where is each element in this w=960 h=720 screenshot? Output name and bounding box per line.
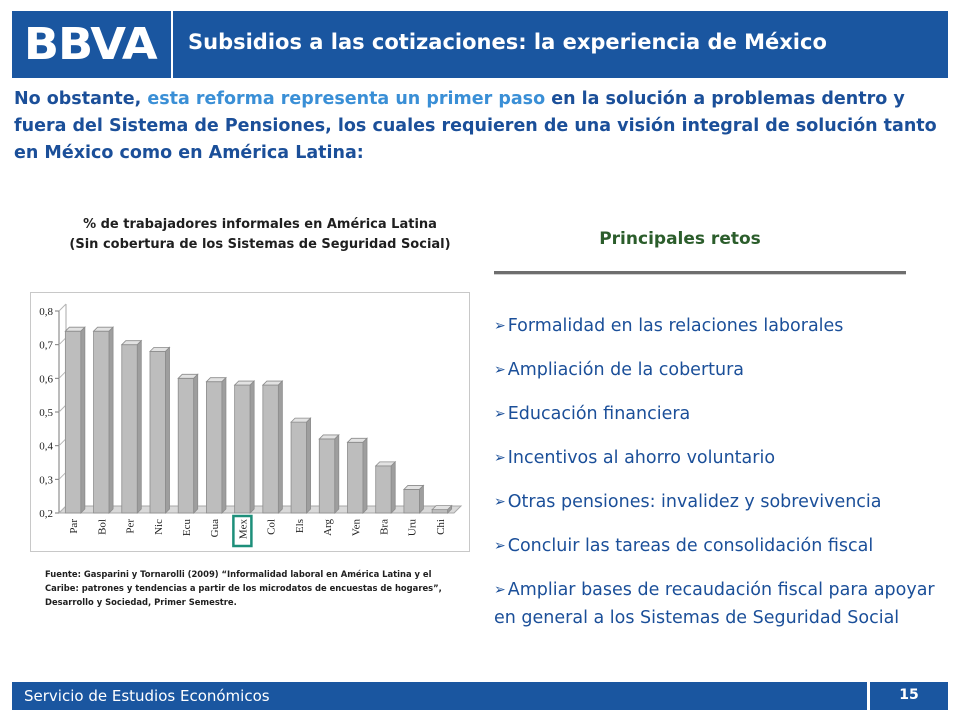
y-tick-label: 0,2 <box>39 508 53 520</box>
reto-text: Otras pensiones: invalidez y sobrevivencia <box>507 492 882 512</box>
chart-floor <box>59 506 461 513</box>
chart-title <box>40 215 480 255</box>
reto-text: Educación financiera <box>507 404 691 424</box>
bar-side <box>166 347 170 513</box>
retos-divider <box>494 271 906 275</box>
y-tick-label: 0,7 <box>39 339 53 352</box>
arrow-bullet-icon: ➢ <box>494 582 506 598</box>
bar <box>404 489 420 513</box>
footer-bar <box>12 682 867 710</box>
bar-side <box>363 438 367 513</box>
intro-text-end: en la solución a problemas dentro y fuera del Sistema de Pensiones, los cuales requieren de una visión integral de solución tanto en México como en América Latina: <box>14 89 937 163</box>
bar <box>263 385 279 513</box>
bar <box>178 378 194 513</box>
reto-text: Concluir las tareas de consolidación fiscal <box>507 536 874 556</box>
bar-side <box>278 381 282 513</box>
x-tick-label: Bol <box>96 519 109 535</box>
reto-item <box>494 489 956 517</box>
bar-side <box>391 462 395 513</box>
bar <box>235 385 251 513</box>
reto-item <box>494 533 956 561</box>
bar-side <box>222 378 226 513</box>
bar-side <box>137 341 141 513</box>
intro-paragraph <box>14 86 944 167</box>
reto-text: Formalidad en las relaciones laborales <box>507 316 844 336</box>
arrow-bullet-icon: ➢ <box>494 494 506 510</box>
arrow-bullet-icon: ➢ <box>494 450 506 466</box>
slide-title: Subsidios a las cotizaciones: la experiencia de México <box>188 30 827 54</box>
bbva-logo <box>12 11 169 78</box>
bar <box>291 422 307 513</box>
x-tick-label: Par <box>68 519 81 534</box>
arrow-bullet-icon: ➢ <box>494 318 506 334</box>
reto-text: Ampliación de la cobertura <box>507 360 745 380</box>
x-tick-label: Col <box>265 519 278 535</box>
bar <box>432 510 448 513</box>
bar <box>376 466 392 513</box>
footer-text: Servicio de Estudios Económicos <box>24 687 270 705</box>
header-bar <box>12 11 948 78</box>
reto-item <box>494 313 956 341</box>
y-tick-label: 0,8 <box>39 306 53 318</box>
bar-side <box>194 374 198 513</box>
y-tick-label: 0,3 <box>39 474 53 487</box>
logo-text: BBVA <box>24 19 157 70</box>
bar-side <box>419 485 423 513</box>
y-tick-label: 0,5 <box>39 407 53 419</box>
reto-text: Incentivos al ahorro voluntario <box>507 448 776 468</box>
retos-list <box>494 313 956 632</box>
x-tick-label: Gua <box>209 519 222 538</box>
chart-title-line1: % de trabajadores informales en América Latina <box>83 217 437 232</box>
chart-title-line2: (Sin cobertura de los Sistemas de Seguridad Social) <box>69 237 451 252</box>
bar-side <box>250 381 254 513</box>
header-divider <box>171 11 173 78</box>
bar <box>319 439 335 513</box>
chart-frame <box>30 292 470 552</box>
bar-side <box>335 435 339 513</box>
page-number: 15 <box>899 687 919 703</box>
source-note: Fuente: Gasparini y Tornarolli (2009) “Informalidad laboral en América Latina y el Caribe: patrones y tendencias a partir de los microdatos de encuestas de hogares”, Desarrollo y Sociedad, Primer Semestre. <box>45 569 442 607</box>
bar <box>347 442 363 513</box>
y-tick-label: 0,4 <box>39 440 53 453</box>
intro-highlight: esta reforma representa un primer paso <box>147 89 546 109</box>
bar-side <box>109 327 113 513</box>
bar <box>206 382 222 513</box>
reto-text: Ampliar bases de recaudación fiscal para apoyar en general a los Sistemas de Seguridad Social <box>494 580 935 628</box>
reto-item <box>494 445 956 473</box>
bar <box>65 331 81 513</box>
reto-item <box>494 401 956 429</box>
bar <box>150 351 166 513</box>
arrow-bullet-icon: ➢ <box>494 362 506 378</box>
x-tick-label: Els <box>293 519 306 534</box>
bar-chart <box>31 293 469 551</box>
x-tick-label: Chi <box>434 519 447 535</box>
x-tick-label: Per <box>124 519 137 534</box>
intro-text-start: No obstante, <box>14 89 148 109</box>
reto-item <box>494 357 956 385</box>
x-tick-label: Ven <box>350 519 363 537</box>
y-tick-label: 0,6 <box>39 373 53 386</box>
bar <box>122 345 138 513</box>
bar-side <box>81 327 85 513</box>
arrow-bullet-icon: ➢ <box>494 538 506 554</box>
bar <box>94 331 110 513</box>
x-tick-label: Arg <box>322 519 335 536</box>
y-tick-depth <box>59 304 66 311</box>
x-tick-label: Ecu <box>180 519 193 537</box>
x-tick-label: Uru <box>406 519 419 537</box>
reto-item <box>494 577 956 632</box>
page-number-box <box>870 682 948 710</box>
bar-side <box>307 418 311 513</box>
x-tick-label: Mex <box>237 519 250 540</box>
x-tick-label: Nic <box>152 519 165 535</box>
retos-title: Principales retos <box>599 229 761 249</box>
arrow-bullet-icon: ➢ <box>494 406 506 422</box>
x-tick-label: Bra <box>378 519 391 535</box>
